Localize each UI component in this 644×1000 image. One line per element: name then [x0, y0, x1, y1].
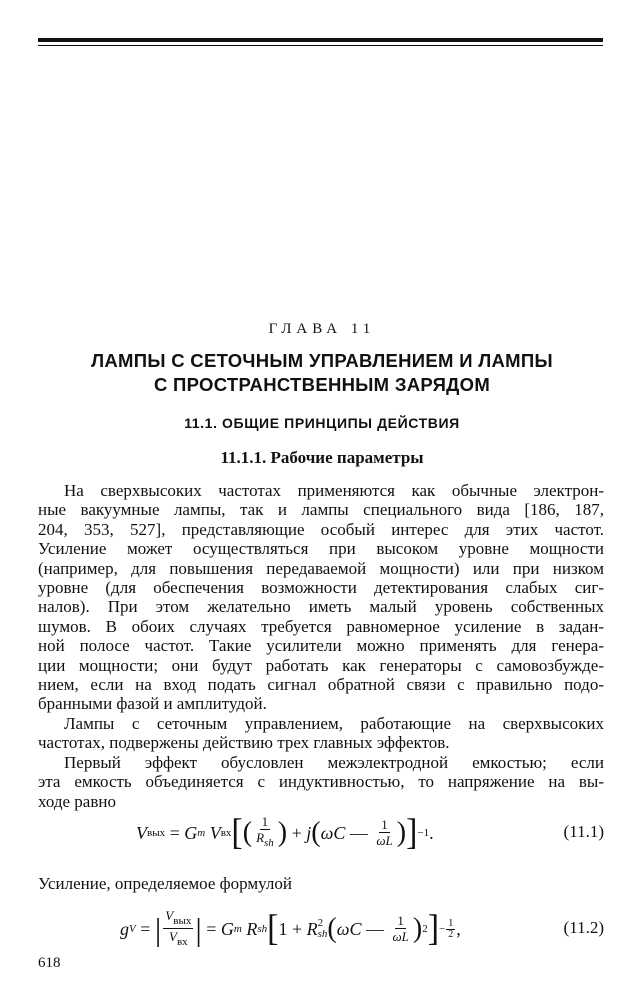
paragraph-line: (например, для повышения передаваемой мощности) или при низком — [38, 558, 604, 578]
subsection-title: 11.1.1. Рабочие параметры — [220, 448, 424, 467]
paragraph-line: частотах, подвержены действию трех главных эффектов. — [38, 733, 450, 753]
fraction-1-over-omega-l: $\frac{1}{\omega L}$ — [376, 817, 393, 848]
paragraph-line: На сверхвысоких частотах применяются как обычные электрон- — [64, 481, 604, 500]
paragraph-line: эта емкость объединяется с индуктивностью, то напряжение на вы- — [38, 772, 604, 792]
fraction-1-over-rsh: $\frac{1}{R_{sh}}$ — [256, 814, 274, 849]
chapter-title-line-1: ЛАМПЫ С СЕТОЧНЫМ УПРАВЛЕНИЕМ И ЛАМПЫ — [91, 350, 553, 371]
omega-c: ωC — [320, 822, 346, 843]
paragraph-line: нием, если на вход подать сигнал обратной связи с правильно подо- — [38, 675, 604, 695]
paragraph-line: Лампы с сеточным управлением, работающие на сверхвысоких — [64, 713, 604, 733]
paragraph-1 — [38, 481, 604, 714]
equation-11-1 — [38, 808, 604, 858]
equation-11-1-power: −1 — [417, 827, 430, 839]
fraction-1-over-omega-l-2: $\frac{1}{\omega L}$ — [392, 913, 409, 944]
paragraph-line: уровне (для обеспечения возможности детектирования слабых сиг- — [38, 578, 604, 598]
section-title: 11.1. ОБЩИЕ ПРИНЦИПЫ ДЕЙСТВИЯ — [184, 415, 460, 431]
paragraph-line: ной полосе частот. Такие усилители можно применять для генера- — [38, 636, 604, 656]
text-after-equation-1: Усиление, определяемое формулой — [38, 874, 292, 893]
paragraph-line: бранными фазой и амплитудой. — [38, 694, 267, 714]
paragraph-line: Усиление может осуществляться при высоком уровне мощности — [38, 539, 604, 559]
v-in-subscript: вх — [220, 827, 232, 839]
equation-number: (11.1) — [563, 822, 604, 841]
paragraph-line: ции мощности; они будут работать как генераторы с самовозбужде- — [38, 655, 604, 675]
v-out-subscript: вых — [147, 827, 166, 839]
paragraph-line: налов). При этом желательно иметь малый уровень собственных — [38, 597, 604, 617]
gv-subscript: V — [129, 923, 136, 935]
gm-subscript: m — [197, 827, 206, 839]
paragraph-line: ные вакуумные лампы, так и лампы специального вида [186, 187, — [38, 500, 604, 520]
paragraph-line: шумов. В обоих случаях требуется равномерное усиление в задан- — [38, 616, 604, 636]
equation-11-2 — [38, 906, 604, 954]
equation-11-2-power: − $\frac{1}{2}$ — [439, 917, 454, 940]
fraction-vout-over-vin: $\frac{V_{вых}}{V_{вх}}$ — [165, 907, 192, 948]
page-number: 618 — [38, 955, 61, 971]
top-rule-thin — [38, 45, 603, 46]
equation-number: (11.2) — [563, 918, 604, 937]
chapter-label: ГЛАВА 11 — [268, 321, 376, 337]
body-text — [38, 481, 604, 811]
top-rule-thick — [38, 38, 603, 42]
chapter-title-line-2: С ПРОСТРАНСТВЕННЫМ ЗАРЯДОМ — [153, 374, 491, 395]
chapter-title — [40, 349, 604, 397]
paragraph-line: ходе равно — [38, 791, 116, 811]
paragraph-3 — [38, 753, 604, 811]
equation-11-2-formula: g V = | $\frac{V_{вых}}{V_{вх}}$ | = G m R sh [ 1 + R 2 sh ( ωC — $\frac{1}{\omega L}$ ) 2 ] − $\frac{1}{2}$ , — [120, 907, 461, 949]
paragraph-line: 204, 353, 527], представляющие особый интерес для этих частот. — [38, 519, 604, 539]
paragraph-2 — [38, 714, 604, 753]
paragraph-line: Первый эффект обусловлен межэлектродной емкостью; если — [64, 752, 604, 772]
equation-11-1-formula: V вых = G m V вх [ ( $\frac{1}{R_{sh}}$ ) + j ( ωC — $\frac{1}{\omega L}$ ) ] −1 . — [136, 812, 434, 853]
